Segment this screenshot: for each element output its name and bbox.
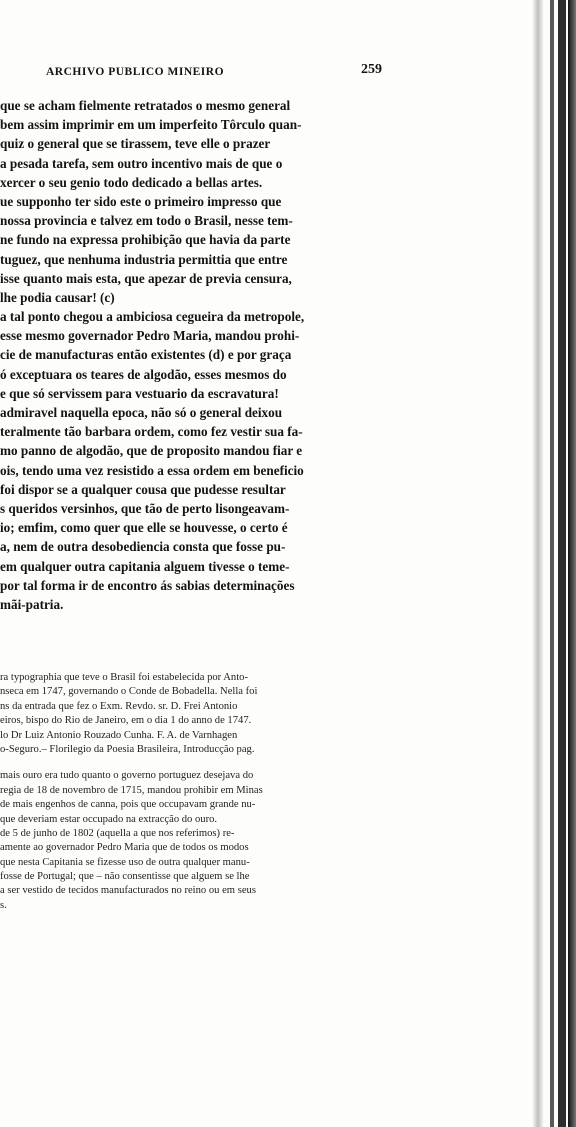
footnote-line: nseca em 1747, governando o Conde de Bobadella. Nella foi — [0, 686, 258, 698]
body-line: e que só servissem para vestuario da escravatura! — [0, 385, 279, 401]
footnote-line: a ser vestido de tecidos manufacturados no reino ou em seus — [0, 885, 256, 897]
footnote-line: ra typographia que teve o Brasil foi estabelecida por Anto- — [0, 672, 248, 683]
body-line: quiz o general que se tirassem, teve elle o prazer — [0, 136, 271, 152]
body-line: mãi-patria. — [0, 596, 64, 612]
body-line: a, nem de outra desobediencia consta que fosse pu- — [0, 539, 286, 555]
footnote-line: lo Dr Luiz Antonio Rouzado Cunha. F. A. de Varnhagen — [0, 729, 238, 741]
body-line: ue supponho ter sido este o primeiro impresso que — [0, 193, 282, 209]
body-line: isse quanto mais esta, que apezar de previa censura, — [0, 270, 292, 286]
footnote-line: de mais engenhos de canna, pois que occupavam grande nu- — [0, 799, 256, 811]
body-line: nossa provincia e talvez em todo o Brasil, nesse tem- — [0, 213, 293, 229]
body-line: teralmente tão barbara ordem, como fez vestir sua fa- — [0, 424, 303, 440]
book-binding-edge — [514, 0, 576, 1127]
footnotes — [0, 671, 394, 913]
page-number: 259 — [361, 62, 382, 77]
body-line: ó exceptuara os teares de algodão, esses mesmos do — [0, 366, 287, 382]
body-line: a pesada tarefa, sem outro incentivo mais de que o — [0, 155, 283, 171]
body-line: s queridos versinhos, que tão de perto lisongeavam- — [0, 500, 290, 516]
running-header-title: ARCHIVO PUBLICO MINEIRO — [46, 66, 225, 78]
body-line: em qualquer outra capitania alguem tivesse o teme- — [0, 558, 290, 574]
body-line: io; emfim, como quer que elle se houvesse, o certo é — [0, 520, 288, 536]
body-line: tuguez, que nenhuma industria permittia que entre — [0, 251, 288, 267]
body-line: xercer o seu genio todo dedicado a bellas artes. — [0, 174, 263, 190]
body-line: cie de manufacturas então existentes (d) e por graça — [0, 347, 292, 363]
footnote-line: s. — [0, 899, 7, 911]
body-line: a tal ponto chegou a ambiciosa cegueira da metropole, — [0, 309, 305, 325]
footnote-line: eiros, bispo do Rio de Janeiro, em o dia 1 do anno de 1747. — [0, 715, 252, 727]
footnote-line: de 5 de junho de 1802 (aquella a que nos referimos) re- — [0, 827, 235, 839]
footnote-line: que nesta Capitania se fizesse uso de outra qualquer manu- — [0, 856, 250, 868]
body-line: ois, tendo uma vez resistido a essa ordem em beneficio — [0, 462, 304, 478]
body-line: admiravel naquella epoca, não só o general deixou — [0, 405, 283, 420]
body-text — [0, 96, 392, 614]
body-line: esse mesmo governador Pedro Maria, mandou prohi- — [0, 328, 300, 344]
footnote-line: ns da entrada que fez o Exm. Revdo. sr. D. Frei Antonio — [0, 700, 238, 712]
body-line: que se acham fielmente retratados o mesmo general — [0, 98, 291, 113]
body-line: ne fundo na expressa prohibição que havia da parte — [0, 232, 291, 248]
footnote-line: que deveriam estar occupado na extracção do ouro. — [0, 813, 218, 825]
body-line: mo panno de algodão, que de proposito mandou fiar e — [0, 443, 303, 459]
footnote-line: regia de 18 de novembro de 1715, mandou prohibir em Minas — [0, 784, 263, 796]
footnote-line: amente ao governador Pedro Maria que de todos os modos — [0, 842, 249, 854]
body-line: foi dispor se a qualquer cousa que pudesse resultar — [0, 481, 286, 497]
body-line: lhe podia causar! (c) — [0, 289, 115, 305]
body-line: por tal forma ir de encontro ás sabias determinações — [0, 577, 295, 593]
footnote-line: fosse de Portugal; que – não consentisse que alguem se lhe — [0, 871, 250, 883]
footnote-line: mais ouro era tudo quanto o governo portuguez desejava do — [0, 770, 254, 782]
footnote-line: o-Seguro.– Florilegio da Poesia Brasileira, Introducção pag. — [0, 743, 255, 755]
body-line: bem assim imprimir em um imperfeito Tôrculo quan- — [0, 117, 302, 133]
